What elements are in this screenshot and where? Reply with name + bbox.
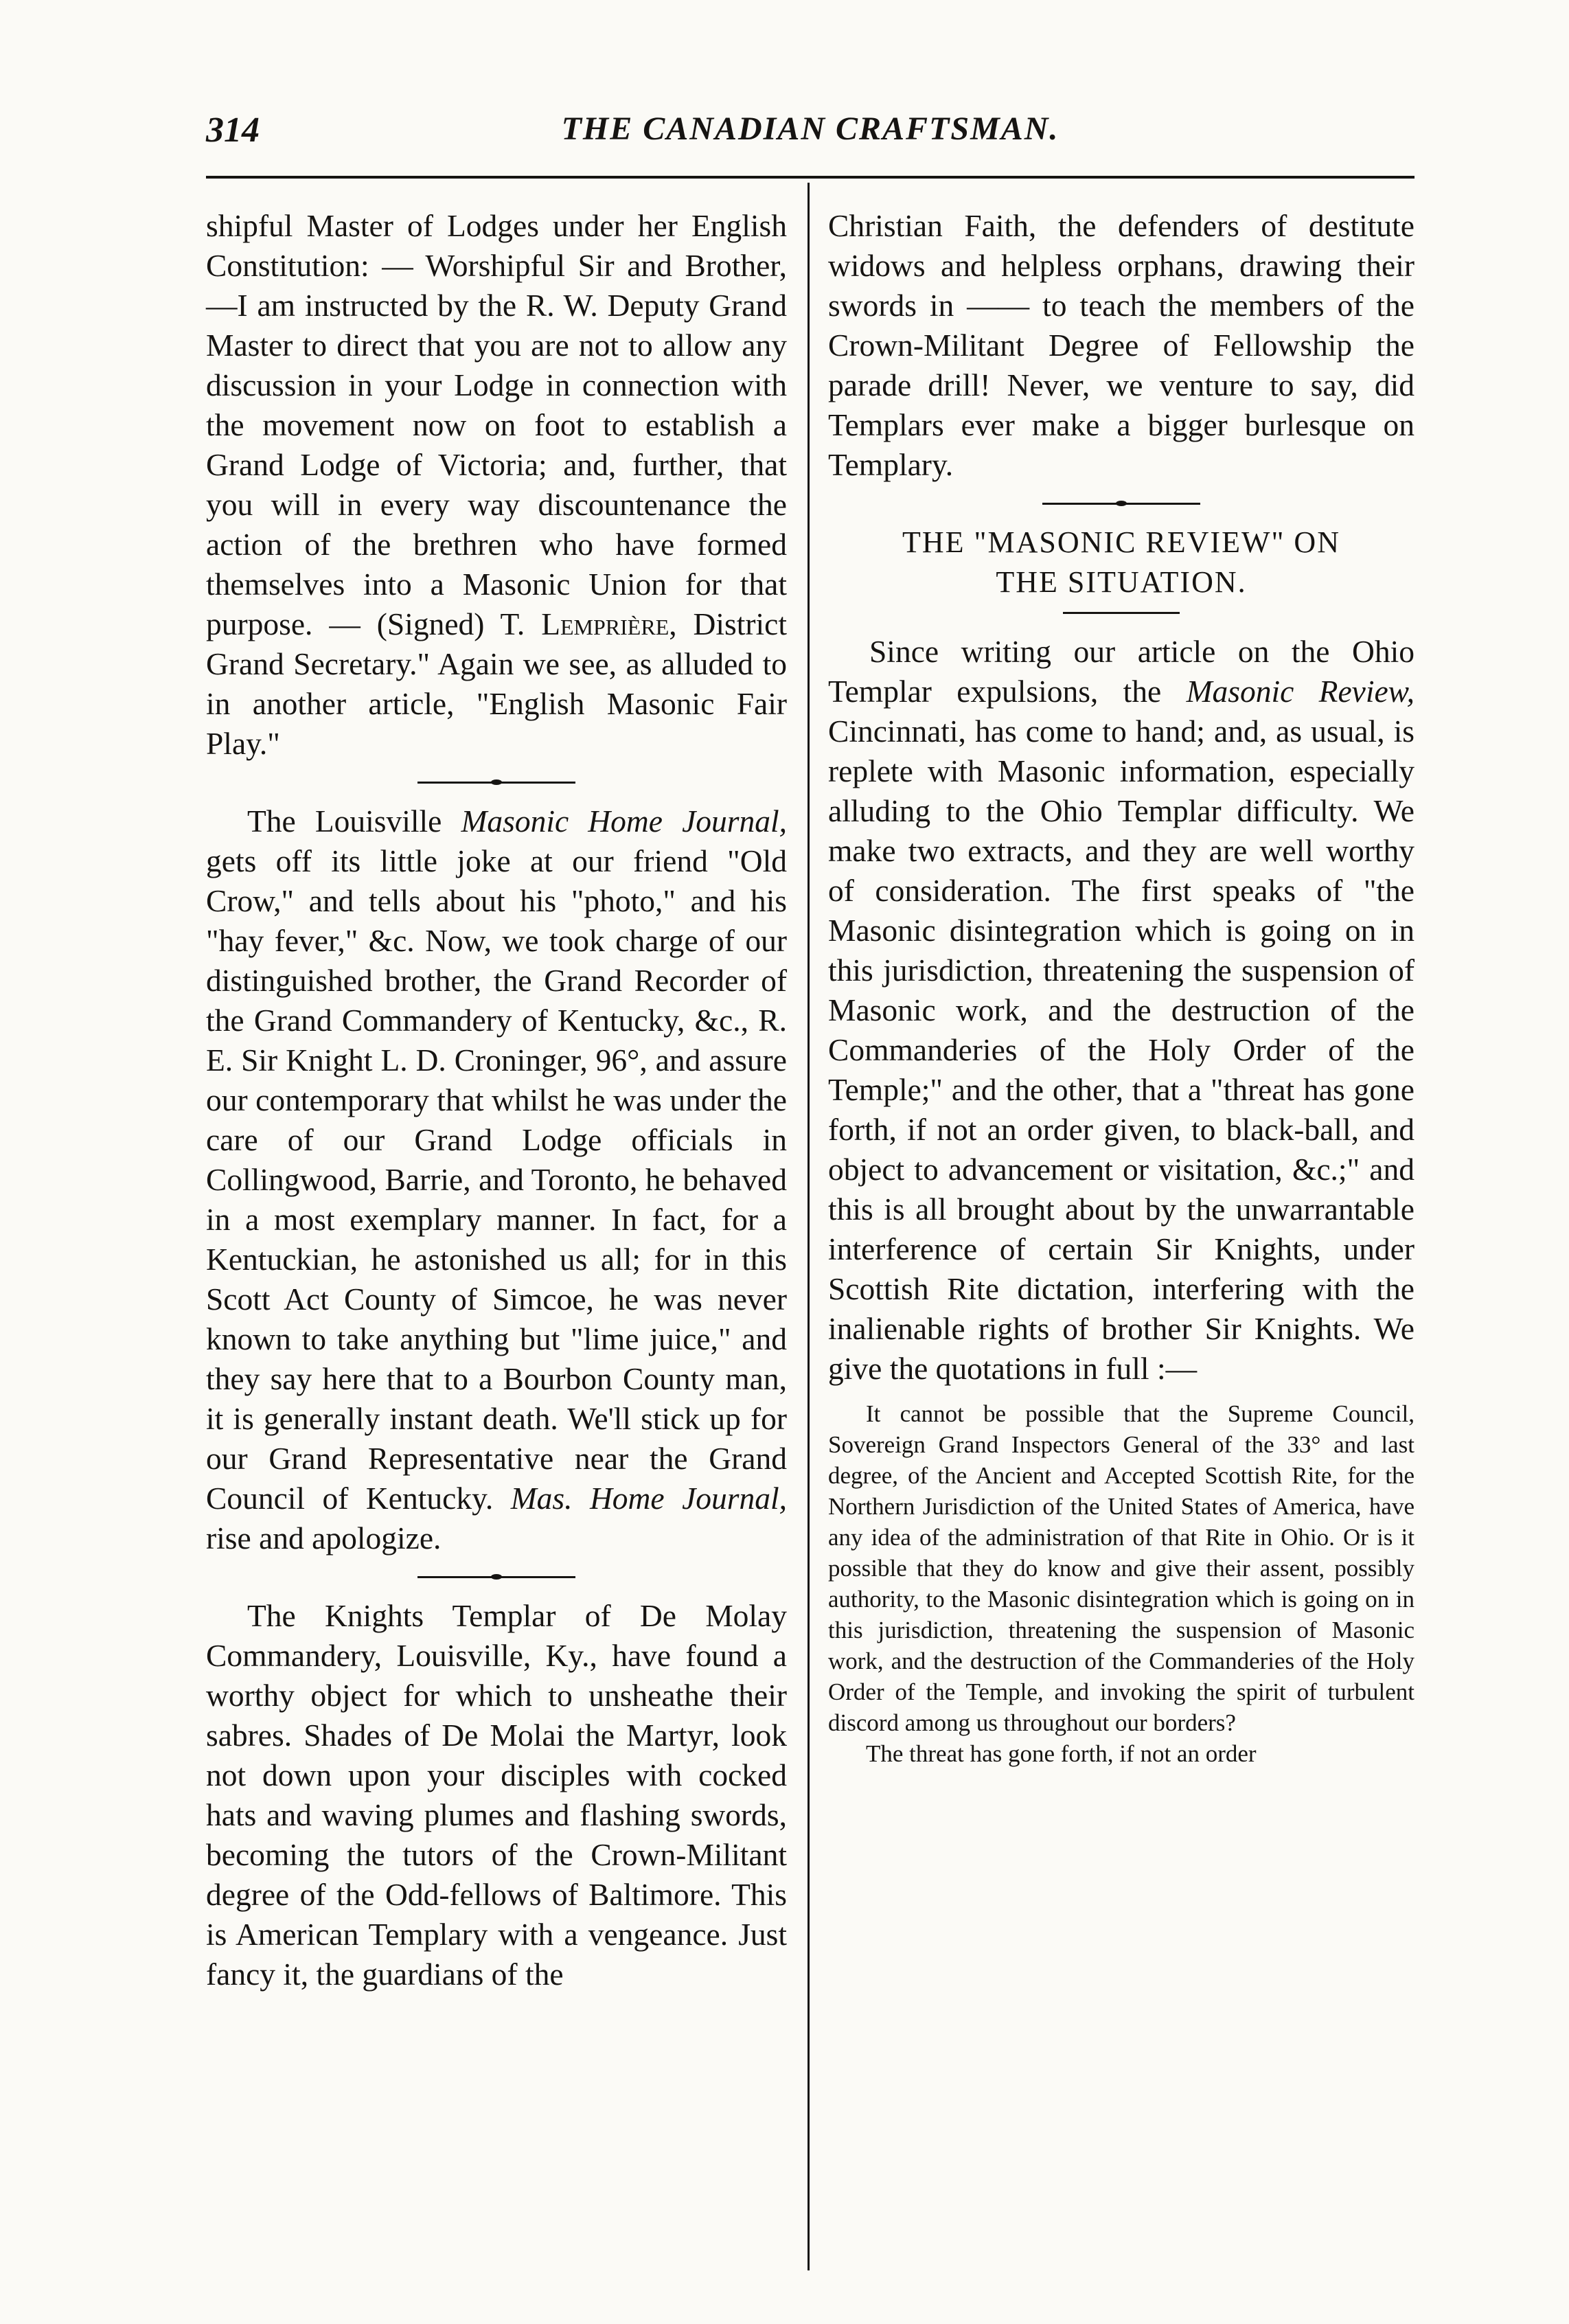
article-heading: [828, 523, 1415, 602]
right-paragraph-2-body: Cincinnati, has come to hand; and, as usual, is replete with Masonic information, especially alluding to the Ohio Templar difficulty. We make two extracts, and they are well worthy of consideration. The first speaks of "the Masonic disintegration which is going on in this jurisdiction, threatening the suspension of Masonic work, and the destruction of the Commanderies of the Holy Order of the Temple;" and the other, that a "threat has gone forth, if not an order given, to black-ball, and object to advancement or visitation, &c.;" and this is all brought about by the unwarrantable interference of certain Sir Knights, under Scottish Rite dictation, interfering with the inalienable rights of brother Sir Knights. We give the quotations in full :—: [828, 714, 1415, 1386]
quotation-1: It cannot be possible that the Supreme Council, Sovereign Grand Inspectors General of the 33° and last degree, of the Ancient and Accepted Scottish Rite, for the Northern Jurisdiction of the United States of America, have any idea of the administration of that Rite in Ohio. Or is it possible that they do know and give their assent, possibly authority, to the Masonic disintegration which is going on in this jurisdiction, threatening the suspension of Masonic work, and the destruction of the Commanderies of the Holy Order of the Temple, and invoking the spirit of turbulent discord among us throughout our borders?: [828, 1400, 1415, 1736]
left-paragraph-1-tail: District Grand Secretary." Again we see, as alluded to in another article, "English Masonic Fair Play.": [206, 606, 788, 761]
right-paragraph-1: Christian Faith, the defenders of destitute widows and helpless orphans, drawing their swords in —— to teach the members of the Crown-Militant Degree of Fellowship the parade drill! Never, we venture to say, did Templars ever make a bigger burlesque on Templary.: [828, 208, 1415, 482]
article-heading-line-1: THE "MASONIC REVIEW" ON: [902, 525, 1340, 559]
left-paragraph-3: The Knights Templar of De Molay Commandery, Louisville, Ky., have found a worthy object for which to unsheathe their sabres. Shades of De Molai the Martyr, look not down upon your disciples with cocked hats and waving plumes and flashing swords, becoming the tutors of the Crown-Militant degree of the Odd-fellows of Baltimore. This is American Templary with a vengeance. Just fancy it, the guardians of the: [206, 1598, 787, 1992]
left-paragraph-1: [206, 206, 787, 764]
publication-title: Masonic Review,: [1186, 674, 1415, 709]
page-header: [206, 110, 1415, 165]
right-paragraph-2-lead: Since writing our article on the Ohio Templar expulsions, the: [828, 634, 1415, 709]
left-paragraph-2-body: gets off its little joke at our friend "Old Crow," and tells about his "photo," and his "hay fever," &c. Now, we took charge of our distinguished brother, the Grand Recorder of the Grand Commandery of Kentucky, &c., R. E. Sir Knight L. D. Croninger, 96°, and assure our contemporary that whilst he was under the care of our Grand Lodge officials in Collingwood, Barrie, and Toronto, he behaved in a most exemplary manner. In fact, for a Kentuckian, he astonished us all; for in this Scott Act County of Simcoe, he was never known to take anything but "lime juice," and they say here that to a Bourbon County man, it is generally instant death. We'll stick up for our Grand Representative near the Grand Council of Kentucky.: [206, 843, 787, 1516]
signature-name: Lemprière,: [541, 606, 677, 641]
quotation-2: The threat has gone forth, if not an order: [866, 1740, 1257, 1767]
section-divider: [1042, 503, 1200, 505]
section-divider: [417, 782, 575, 784]
publication-title-abbrev: Mas. Home Journal,: [510, 1481, 787, 1516]
left-paragraph-2: [206, 801, 787, 1558]
left-paragraph-2-lead: The Louisville: [247, 804, 442, 839]
publication-title: Masonic Home Journal,: [461, 804, 788, 839]
page-number: 314: [206, 111, 260, 150]
right-column: [828, 206, 1415, 1769]
header-rule: [206, 176, 1415, 179]
left-column: [206, 206, 787, 1994]
section-divider: [417, 1576, 575, 1578]
left-paragraph-2-end: rise and apologize.: [206, 1520, 442, 1556]
heading-rule: [1063, 612, 1180, 614]
left-paragraph-1-text: shipful Master of Lodges under her English Constitution: — Worshipful Sir and Brother,—I am instructed by the R. W. Deputy Grand Master to direct that you are not to allow any discussion in your Lodge in connection with the movement now on foot to establish a Grand Lodge of Victoria; and, further, that you will in every way discountenance the action of the brethren who have formed themselves into a Masonic Union for that purpose. — (Signed) T.: [206, 208, 787, 641]
right-paragraph-2: [828, 632, 1415, 1389]
column-divider: [808, 183, 810, 2270]
running-title: THE CANADIAN CRAFTSMAN.: [561, 111, 1060, 147]
article-heading-line-2: THE SITUATION.: [996, 565, 1247, 599]
